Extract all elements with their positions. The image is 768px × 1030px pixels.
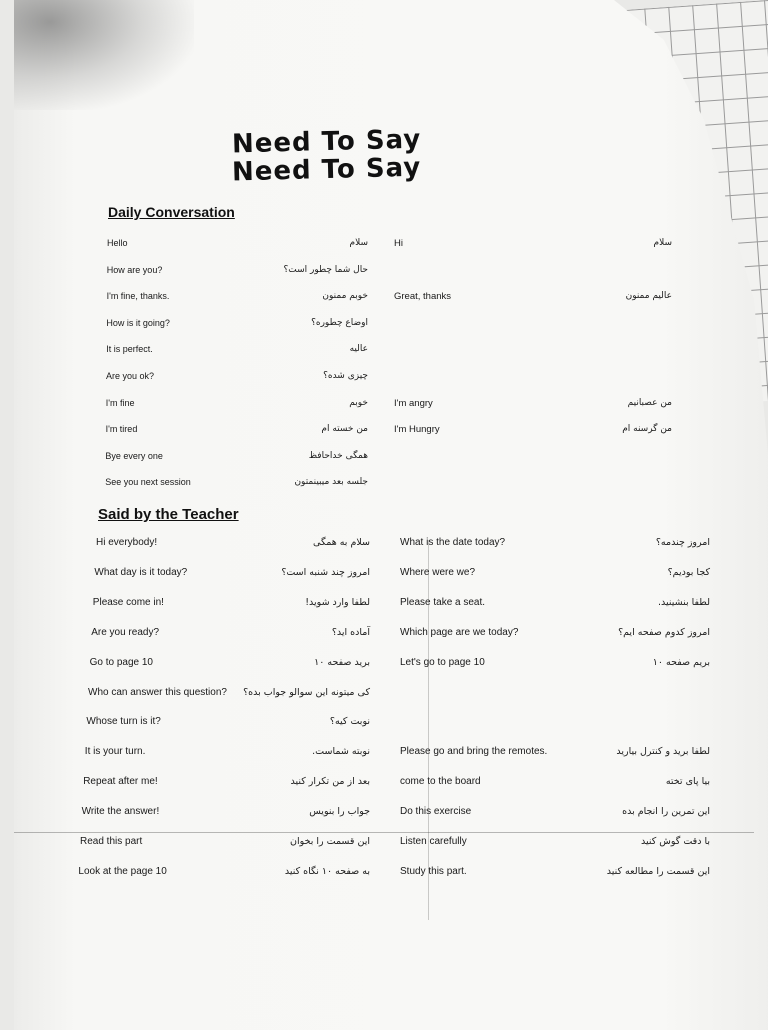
phrase-english-left: I'm fine: [105, 397, 135, 408]
phrase-persian-right: امروز چندمه؟: [655, 537, 710, 548]
phrase-english-left: Are you ok?: [106, 371, 155, 381]
phrase-persian-left: بعد از من تکرار کنید: [290, 776, 370, 788]
phrase-persian-left: من خسته ام: [321, 424, 368, 435]
phrase-english-left: Look at the page 10: [78, 865, 167, 877]
phrase-english-right: What is the date today?: [400, 537, 506, 548]
phrase-row: [0, 238, 768, 258]
phrase-english-left: Go to page 10: [89, 656, 153, 668]
phrase-persian-left: نوبت کیه؟: [329, 716, 370, 728]
phrase-row: [0, 424, 768, 444]
section-heading-daily-conversation: Daily Conversation: [108, 204, 235, 220]
phrase-persian-right: بیا پای تخته: [665, 776, 710, 788]
phrase-english-left: What day is it today?: [94, 566, 188, 578]
phrase-english-right: Hi: [394, 238, 403, 249]
phrase-english-left: Write the answer!: [81, 806, 160, 818]
phrase-english-right: Where were we?: [400, 566, 476, 578]
phrase-row: [0, 537, 768, 557]
phrase-persian-left: لطفا وارد شوید!: [305, 596, 370, 608]
phrase-row: [0, 657, 768, 677]
phrase-persian-right: لطفا برید و کنترل بیارید: [616, 746, 710, 758]
toner-smudge: [14, 0, 194, 110]
paper-fold-line: [14, 832, 754, 833]
phrase-persian-left: عالیه: [349, 344, 368, 355]
phrase-row: [0, 398, 768, 418]
title-line-1: Need To Say: [231, 124, 422, 160]
phrase-english-right: I'm angry: [394, 397, 433, 409]
phrase-persian-right: من عصبانیم: [627, 397, 672, 408]
phrase-english-left: Please come in!: [92, 596, 164, 608]
phrase-persian-left: آماده اید؟: [331, 626, 370, 638]
phrase-persian-right: من گرسنه ام: [622, 424, 672, 435]
phrase-persian-right: عالیم ممنون: [625, 291, 672, 302]
phrase-persian-left: خوبم ممنون: [322, 291, 368, 302]
phrase-english-right: Please take a seat.: [400, 596, 486, 608]
phrase-persian-right: این تمرین را انجام بده: [622, 806, 710, 818]
phrase-persian-right: با دقت گوش کنید: [641, 836, 710, 847]
phrase-row: [0, 866, 768, 886]
phrase-english-left: It is your turn.: [84, 746, 146, 758]
phrase-english-left: Who can answer this question?: [88, 686, 227, 698]
phrase-persian-left: جلسه بعد میبینمتون: [294, 477, 368, 488]
phrase-persian-left: سلام: [349, 238, 368, 248]
phrase-persian-left: حال شما چطور است؟: [283, 264, 368, 275]
phrase-row: [0, 344, 768, 364]
phrase-english-right: Listen carefully: [400, 836, 467, 847]
phrase-english-left: It is perfect.: [106, 344, 153, 355]
phrase-persian-left: همگی خداحافظ: [308, 450, 368, 461]
phrase-row: [0, 567, 768, 587]
phrase-english-right: Study this part.: [400, 865, 467, 877]
phrase-english-left: Read this part: [80, 836, 143, 847]
phrase-row: [0, 716, 768, 736]
phrase-english-right: I'm Hungry: [394, 424, 440, 436]
phrase-english-left: Repeat after me!: [83, 776, 158, 788]
phrase-english-left: How is it going?: [106, 317, 170, 328]
phrase-english-right: Which page are we today?: [400, 626, 519, 638]
phrase-persian-right: لطفا بنشینید.: [658, 596, 710, 608]
phrase-english-right: Great, thanks: [394, 291, 452, 303]
phrase-persian-right: کجا بودیم؟: [667, 566, 710, 578]
phrase-persian-left: چیزی شده؟: [323, 371, 368, 381]
phrase-row: [0, 836, 768, 856]
phrase-persian-left: خوبم: [349, 397, 368, 408]
phrase-persian-left: برید صفحه ۱۰: [314, 656, 370, 668]
phrase-english-left: Hello: [107, 238, 128, 248]
phrase-english-right: come to the board: [400, 776, 481, 788]
phrase-persian-right: بریم صفحه ۱۰: [652, 656, 710, 668]
phrase-row: [0, 776, 768, 796]
title-line-2: Need To Say: [231, 152, 422, 188]
phrase-row: [0, 291, 768, 311]
phrase-english-right: Let's go to page 10: [400, 656, 485, 668]
paper-fold-line-vertical: [428, 540, 429, 920]
phrase-english-right: Please go and bring the remotes.: [400, 746, 548, 758]
phrase-persian-right: امروز کدوم صفحه ایم؟: [618, 626, 710, 638]
section-heading-said-by-teacher: Said by the Teacher: [98, 506, 239, 523]
phrase-english-left: Bye every one: [105, 450, 163, 461]
phrase-row: [0, 371, 768, 391]
phrase-english-left: Are you ready?: [91, 626, 160, 638]
phrase-english-left: Whose turn is it?: [86, 716, 161, 728]
phrase-row: [0, 806, 768, 826]
phrase-english-left: How are you?: [106, 264, 163, 275]
phrase-row: [0, 265, 768, 285]
phrase-english-left: I'm fine, thanks.: [106, 291, 170, 302]
phrase-row: [0, 477, 768, 497]
phrase-persian-left: سلام به همگی: [313, 537, 370, 548]
phrase-persian-left: امروز چند شنبه است؟: [281, 566, 370, 578]
phrase-persian-left: اوضاع چطوره؟: [311, 317, 368, 328]
phrase-row: [0, 451, 768, 471]
phrase-persian-left: نوبته شماست.: [312, 746, 370, 758]
phrase-english-left: Hi everybody!: [96, 537, 158, 548]
phrase-persian-left: این قسمت را بخوان: [290, 836, 370, 847]
phrase-persian-right: این قسمت را مطالعه کنید: [606, 865, 710, 877]
phrase-row: [0, 597, 768, 617]
phrase-row: [0, 627, 768, 647]
phrase-english-right: Do this exercise: [400, 806, 472, 818]
phrase-persian-left: کی میتونه این سوالو جواب بده؟: [243, 686, 370, 698]
phrase-persian-left: به صفحه ۱۰ نگاه کنید: [284, 865, 370, 877]
phrase-persian-left: جواب را بنویس: [309, 806, 370, 818]
phrase-english-left: See you next session: [105, 477, 191, 488]
phrase-row: [0, 318, 768, 338]
phrase-english-left: I'm tired: [105, 424, 138, 435]
phrase-row: [0, 746, 768, 766]
phrase-persian-right: سلام: [653, 238, 672, 248]
phrase-row: [0, 687, 768, 707]
